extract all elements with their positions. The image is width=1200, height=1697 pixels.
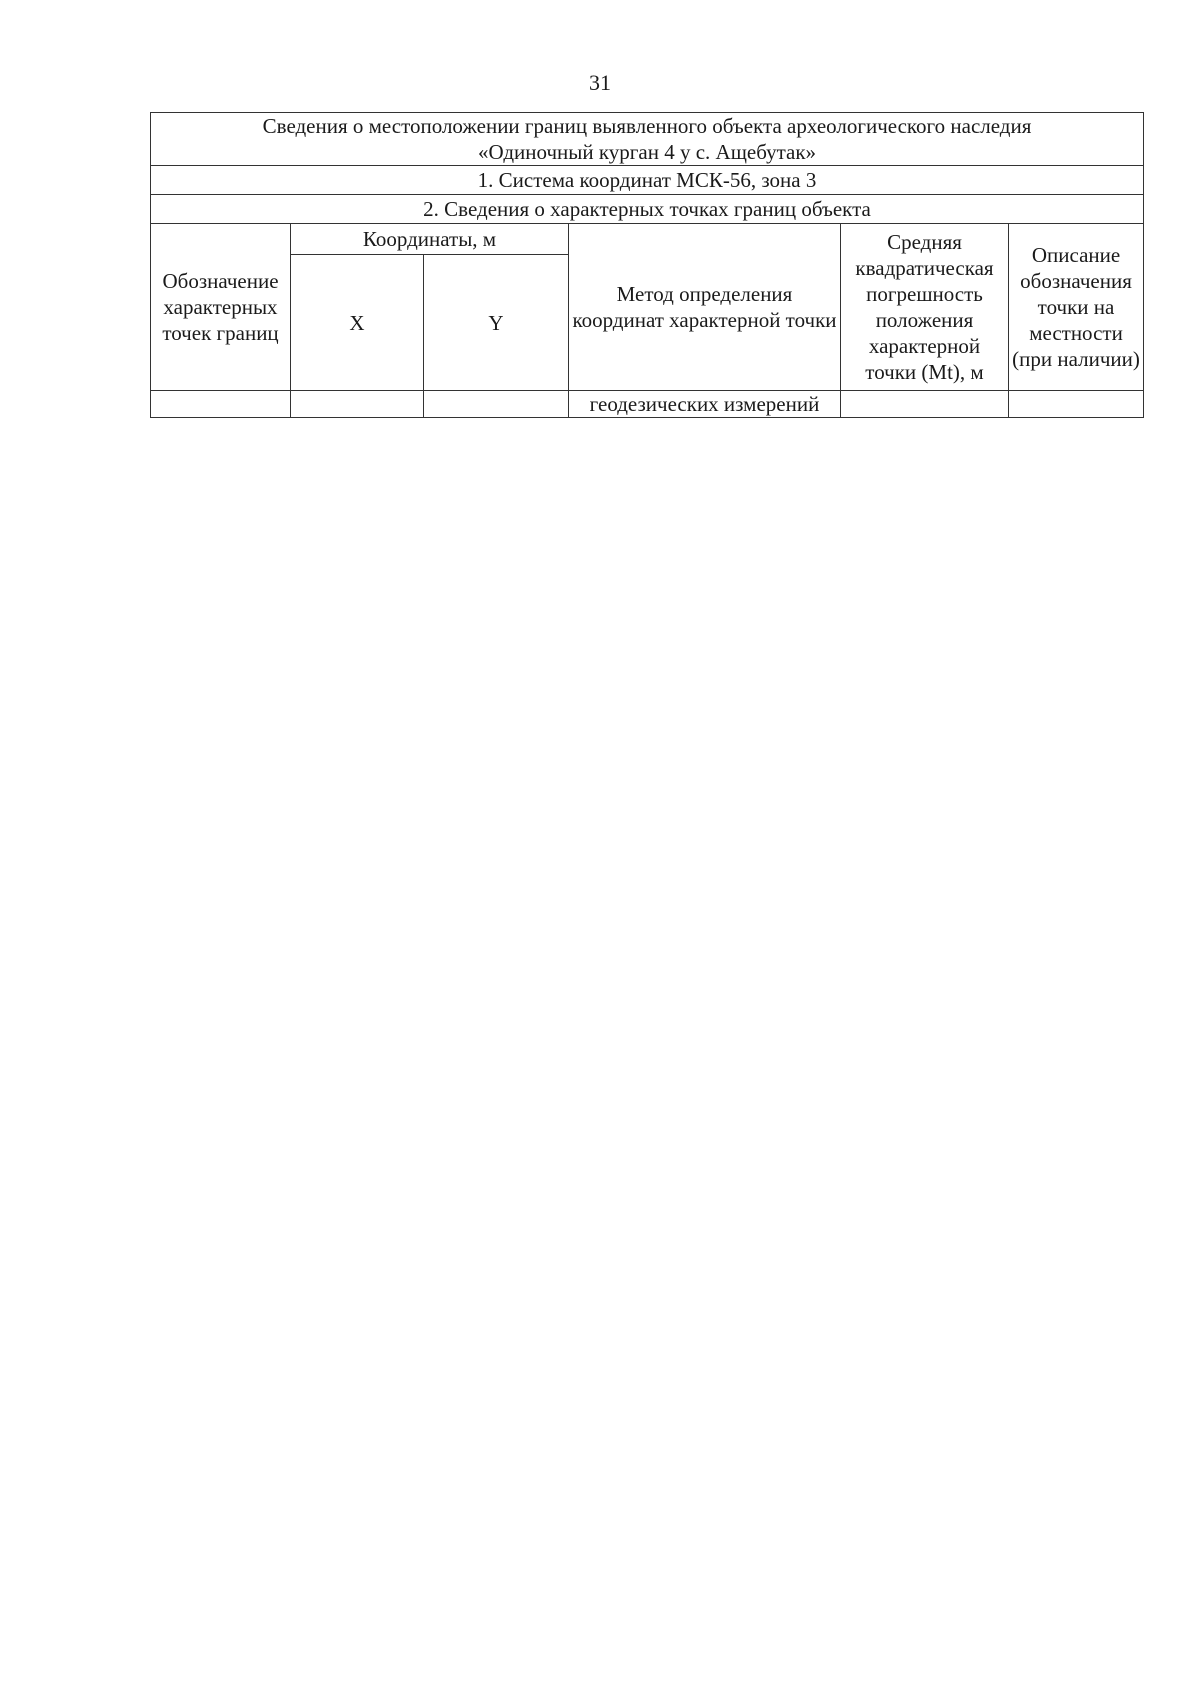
coordinate-system-label: 1. Система координат МСК-56, зона 3 <box>151 166 1144 195</box>
table-title <box>151 113 1144 166</box>
table-title-line-1: Сведения о местоположении границ выявленного объекта археологического наследия <box>262 114 1032 138</box>
header-x: X <box>291 255 424 391</box>
boundary-points-table <box>150 112 1144 418</box>
coordinate-system-row <box>151 166 1144 195</box>
points-info-label: 2. Сведения о характерных точках границ объекта <box>151 195 1144 224</box>
cell-point <box>151 391 291 418</box>
cell-x <box>291 391 424 418</box>
page-number: 31 <box>589 70 611 95</box>
header-row-1 <box>151 224 1144 255</box>
header-point-designation: Обозначение характерных точек границ <box>151 224 291 391</box>
table-title-line-2: «Одиночный курган 4 у с. Ащебутак» <box>477 140 817 164</box>
header-description: Описание обозначения точки на местности (при наличии) <box>1009 224 1144 391</box>
points-info-row <box>151 195 1144 224</box>
cell-description <box>1009 391 1144 418</box>
header-error: Средняя квадратическая погрешность положения характерной точки (Mt), м <box>841 224 1009 391</box>
header-method: Метод определения координат характерной точки <box>569 224 841 391</box>
header-y: Y <box>424 255 569 391</box>
table-row <box>151 391 1144 418</box>
cell-error <box>841 391 1009 418</box>
header-coordinates: Координаты, м <box>291 224 569 255</box>
cell-method: геодезических измерений <box>569 391 841 418</box>
cell-y <box>424 391 569 418</box>
table-title-row <box>151 113 1144 166</box>
